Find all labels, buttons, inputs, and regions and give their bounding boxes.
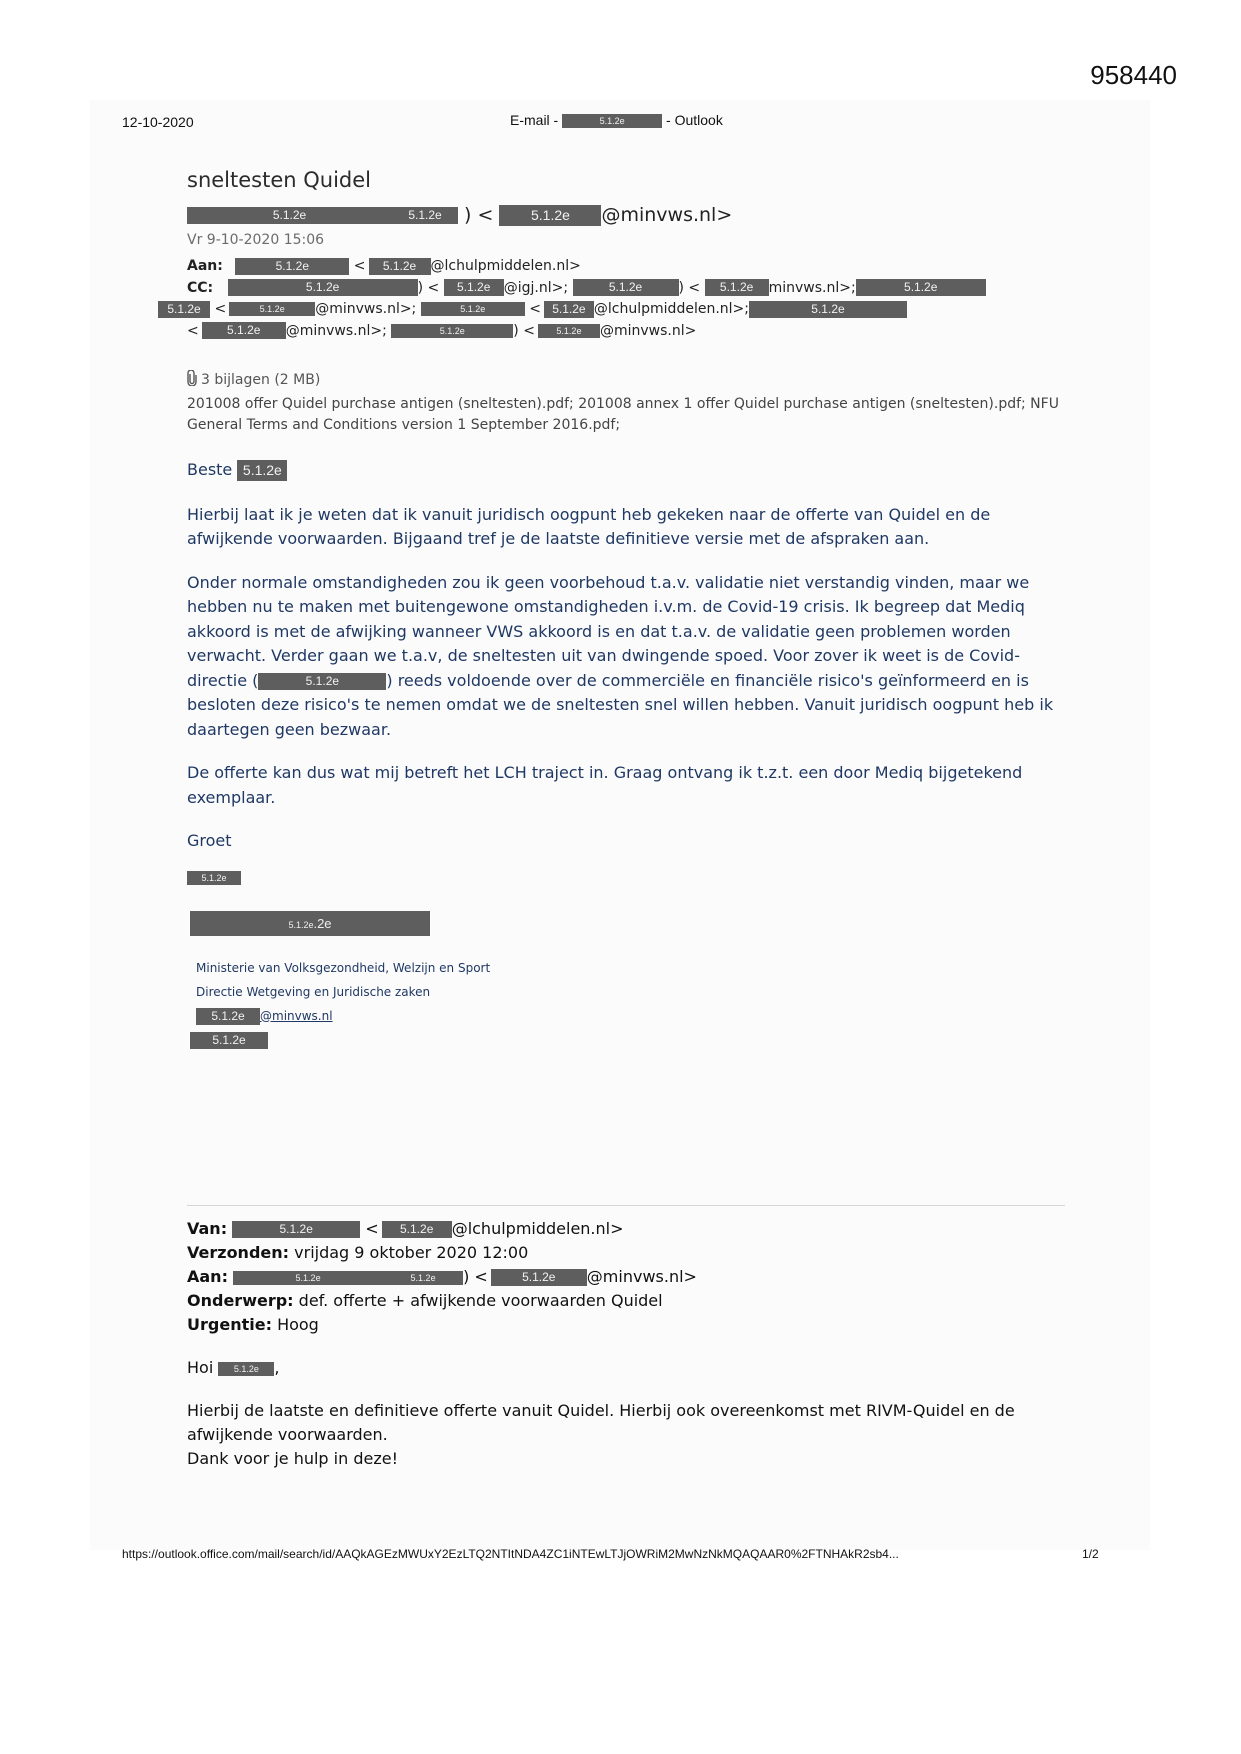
sig-directorate: Directie Wetgeving en Juridische zaken	[196, 984, 431, 999]
redaction: 5.1.2e	[190, 1032, 268, 1049]
paperclip-icon	[187, 370, 197, 386]
fwd-subject-label: Onderwerp:	[187, 1291, 294, 1310]
redaction: 5.1.2e	[218, 1362, 274, 1376]
redaction: 5.1.2e	[392, 207, 458, 224]
fwd-body-1: Hierbij de laatste en definitieve offerte vanuit Quidel. Hierbij ook overeenkomst met RIVM-Quidel en de afwijkende voorwaarden.	[187, 1401, 1015, 1444]
redaction: 5.1.2e	[288, 919, 314, 930]
fwd-to-label: Aan:	[187, 1267, 228, 1286]
fwd-from-address: @lchulpmiddelen.nl>	[451, 1219, 624, 1238]
forwarded-message	[187, 1217, 1067, 1471]
paragraph-2-part-a: Onder normale omstandigheden zou ik geen voorbehoud t.a.v. validatie niet verstandig vinden, maar we hebben nu te maken met buitengewone omstandigheden i.v.m. de Covid-19 crisis. Ik begreep dat Mediq akkoord is met de afwijking wanneer VWS akkoord is en dat t.a.v. de validatie geen problemen worden verwacht. Verder gaan we t.a.v, de sneltesten uit van dwingende spoed. Voor zover ik weet is de Covid-directie (	[187, 572, 1030, 690]
fwd-from-label: Van:	[187, 1219, 228, 1238]
greeting	[187, 458, 1067, 483]
fwd-subject	[187, 1289, 1067, 1313]
cc-text: minvws.nl>;	[768, 279, 856, 296]
paragraph-2	[187, 571, 1067, 743]
sig-ministry: Ministerie van Volksgezondheid, Welzijn en Sport	[196, 960, 491, 975]
redaction: 5.1.2e	[187, 207, 392, 224]
cc-text: <	[187, 322, 199, 339]
email-date: Vr 9-10-2020 15:06	[187, 232, 325, 248]
fwd-urgency-label: Urgentie:	[187, 1315, 272, 1334]
footer-url: https://outlook.office.com/mail/search/id/AAQkAGEzMWUxY2EzLTQ2NTItNDA4ZC1iNTEwLTJjOWRiM2MwNzNkMQAQAAR0%2FTNHAkR2sb4...	[122, 1547, 899, 1561]
attachment-files[interactable]: 201008 offer Quidel purchase antigen (sneltesten).pdf; 201008 annex 1 offer Quidel purchase antigen (sneltesten).pdf; NFU General Terms and Conditions version 1 September 2016.pdf;	[187, 396, 1059, 433]
redaction: 5.1.2e	[499, 205, 601, 226]
fwd-greeting-text: Hoi	[187, 1358, 214, 1377]
paragraph-3: De offerte kan dus wat mij betreft het LCH traject in. Graag ontvang ik t.z.t. een door Mediq bijgetekend exemplaar.	[187, 763, 1023, 807]
print-date: 12-10-2020	[122, 114, 194, 130]
fwd-sent-label: Verzonden:	[187, 1243, 290, 1262]
redaction: 5.1.2e	[187, 871, 241, 885]
redaction: 5.1.2e	[237, 460, 287, 481]
fwd-sent-value: vrijdag 9 oktober 2020 12:00	[294, 1243, 529, 1262]
fwd-body-2: Dank voor je hulp in deze!	[187, 1449, 398, 1468]
redaction: 5.1.2e	[544, 301, 594, 318]
redaction: 5.1.2e	[856, 279, 986, 296]
signature-name-redaction	[190, 911, 430, 936]
redaction: 5.1.2e	[196, 1008, 260, 1025]
redaction: 5.1.2e	[444, 279, 504, 296]
sender-bracket: ) <	[464, 204, 494, 226]
redaction: 5.1.2e	[382, 1221, 452, 1238]
cc-line	[187, 278, 1067, 300]
cc-text: ) <	[513, 322, 535, 339]
redaction: 5.1.2e	[491, 1269, 587, 1286]
redaction: 5.1.2e	[158, 301, 210, 318]
email-body	[187, 458, 1067, 854]
fwd-to: Aan: 5.1.2e 5.1.2e ) < 5.1.2e @minvws.nl>	[187, 1267, 697, 1286]
email-sender	[187, 204, 1067, 230]
sender-domain: @minvws.nl>	[601, 204, 733, 226]
redaction: 5.1.2e	[228, 279, 418, 296]
redaction: 5.1.2e	[749, 301, 907, 318]
print-title	[510, 112, 723, 128]
attachments-header	[187, 370, 1067, 388]
signature-details	[196, 956, 1067, 1052]
cc-text: @minvws.nl>;	[315, 301, 417, 317]
closing: Groet	[187, 831, 232, 850]
cc-text: <	[214, 301, 227, 317]
redaction: 5.1.2e	[258, 673, 386, 690]
cc-line-2	[158, 299, 1067, 321]
print-title-prefix: E-mail -	[510, 112, 559, 128]
cc-text: @lchulpmiddelen.nl>;	[593, 301, 749, 317]
document-number: 958440	[1090, 60, 1177, 90]
email-message	[167, 168, 1067, 1052]
redaction: 5.1.2e	[562, 114, 662, 128]
redaction: 5.1.2e	[229, 302, 315, 316]
redaction: 5.1.2e	[573, 279, 679, 296]
cc-text: <	[529, 301, 541, 317]
signature	[187, 868, 1067, 1052]
sig-phone	[190, 1028, 1067, 1052]
greeting-text: Beste	[187, 460, 233, 479]
to-address: @lchulpmiddelen.nl>	[430, 258, 581, 274]
fwd-to-address: @minvws.nl>	[586, 1267, 697, 1286]
redaction: 5.1.2e	[369, 258, 431, 275]
divider	[187, 1205, 1065, 1206]
fwd-urgency	[187, 1313, 1067, 1337]
redaction: 5.1.2e	[235, 258, 349, 275]
redaction: 5.1.2e	[233, 1271, 383, 1285]
paragraph-1: Hierbij laat ik je weten dat ik vanuit juridisch oogpunt heb gekeken naar de offerte van Quidel en de afwijkende voorwaarden. Bijgaand tref je de laatste definitieve versie met de afspraken aan.	[187, 504, 991, 548]
redaction: 5.1.2e	[232, 1221, 360, 1238]
attachments-count[interactable]: 3 bijlagen (2 MB)	[201, 372, 321, 388]
paragraph-2-part-b: ) reeds voldoende over de commerciële en financiële risico's geïnformeerd en is besloten deze risico's te nemen omdat we de sneltesten snel willen hebben. Vanuit juridisch oogpunt heb ik daartegen geen bezwaar.	[187, 670, 1054, 739]
fwd-urgency-value: Hoog	[277, 1315, 319, 1334]
to-label: Aan:	[187, 258, 223, 274]
to-line: Aan: 5.1.2e < 5.1.2e @lchulpmiddelen.nl>	[187, 258, 581, 274]
print-title-suffix: - Outlook	[666, 112, 723, 128]
sig-email-link[interactable]: @minvws.nl	[260, 1008, 333, 1023]
footer-page: 1/2	[1082, 1547, 1099, 1561]
fwd-from: Van: 5.1.2e < 5.1.2e @lchulpmiddelen.nl>	[187, 1219, 624, 1238]
fwd-greeting: Hoi 5.1.2e ,	[187, 1358, 280, 1377]
cc-text: ) <	[678, 279, 701, 296]
redaction: 5.1.2e	[391, 324, 513, 338]
cc-text: @minvws.nl>	[599, 322, 697, 339]
sig-email	[196, 1004, 1067, 1028]
cc-label: CC:	[187, 279, 214, 296]
redaction: 5.1.2e	[538, 324, 600, 338]
redaction: 5.1.2e	[705, 279, 769, 296]
cc-text: @minvws.nl>;	[285, 322, 387, 339]
cc-text: @igj.nl>;	[503, 279, 569, 296]
redaction-overlap: .2e	[313, 915, 332, 931]
email-subject: sneltesten Quidel	[187, 168, 371, 192]
redaction: 5.1.2e	[421, 302, 525, 316]
fwd-subject-value: def. offerte + afwijkende voorwaarden Quidel	[298, 1291, 663, 1310]
cc-line-3	[187, 321, 1067, 343]
redaction: 5.1.2e	[383, 1271, 463, 1285]
cc-text: ) <	[417, 279, 440, 296]
fwd-sent	[187, 1241, 1067, 1265]
redaction: 5.1.2e	[202, 322, 286, 339]
